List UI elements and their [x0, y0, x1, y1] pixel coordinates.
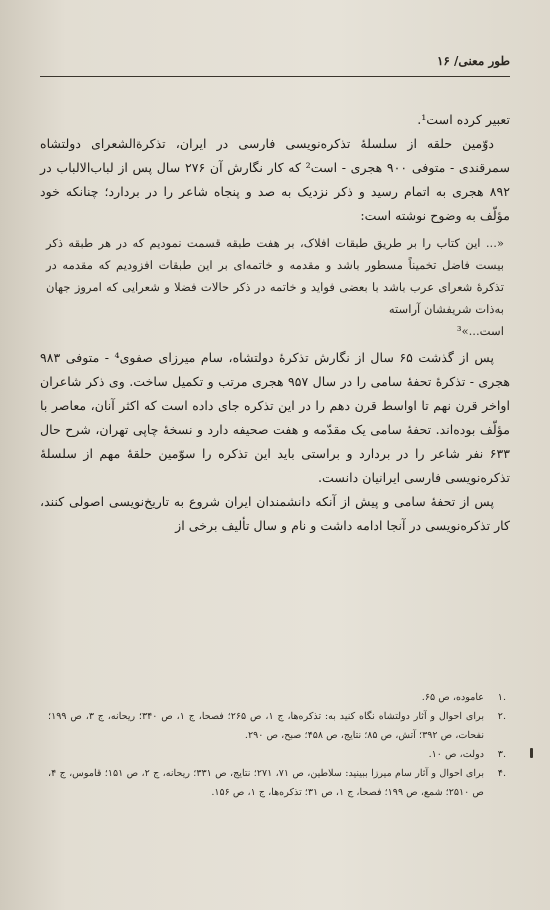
footnote-text: دولت، ص ۱۰.	[428, 749, 484, 760]
paragraph-2: دوّمین حلقه از سلسلهٔ تذکره‌نویسی فارسی در ایران، تذکرة‌الشعرای دولتشاه سمرقندی - متوفی ۹۰۰ هجری - است² که کار نگارش آن ۲۷۶ سال پس از لباب‌الالباب در ۸۹۲ هجری به اتمام رسید و ذکر نزدیک به صد و پنجاه شاعر را در بردارد؛ چنانکه خود مؤلّف به وضوح نوشته است:	[40, 136, 510, 223]
paragraph-4: پس از تحفهٔ سامی و پیش از آنکه دانشمندان ایران شروع به تاریخ‌نویسی اصولی کنند، کار تذکره‌نویسی در آنجا ادامه داشت و نام و سال تألیف برخی از	[40, 494, 510, 533]
footnote-text: برای احوال و آثار سام میرزا ببینید: سلاطین، ص ۷۱، ۲۷۱؛ نتایج، ص ۳۳۱؛ ریحانه، ج ۲، ص ۱۵۱؛ قاموس، ج ۴، ص ۲۵۱۰؛ شمع، ص ۱۹۹؛ فصحا، ج ۱، ص ۳۱؛ تذکره‌ها، ج ۱، ص ۱۵۶.	[48, 768, 485, 798]
quote-end: است...»³	[456, 324, 504, 338]
footnote-number: .۱	[497, 692, 506, 703]
footnote-number: .۳	[497, 749, 506, 760]
footnote-number: .۴	[497, 768, 506, 779]
footnote	[48, 707, 506, 745]
footnote-number: .۲	[497, 711, 506, 722]
footnote	[48, 745, 506, 764]
paragraph-1: تعبیر کرده است¹.	[417, 112, 510, 127]
paragraph-3: پس از گذشت ۶۵ سال از نگارش تذکرهٔ دولتشاه، سام میرزای صفوی⁴ - متوفی ۹۸۳ هجری - تذکرهٔ تحفهٔ سامی را در سال ۹۵۷ هجری مرتب و تکمیل ساخت. وی ذکر شاعران اواخر قرن نهم تا اواسط قرن دهم را در این تذکره جای داده است که اکثر آنان، معاصر با مؤلّف بوده‌اند. تحفهٔ سامی یک مقدّمه و هفت صحیفه دارد و نسخهٔ چاپی تهران، شرح حال ۶۳۳ نفر شاعر را در بردارد و براستی باید این تذکره را سوّمین حلقهٔ مهم از سلسلهٔ تذکره‌نویسی فارسی ایرانیان دانست.	[40, 350, 511, 485]
running-header: طور معنی/ ۱۶	[436, 54, 510, 68]
footnote-text: عاموده، ص ۶۵.	[421, 692, 484, 703]
page-header	[40, 52, 510, 78]
footnote	[48, 764, 506, 802]
block-quote	[40, 232, 510, 342]
footnote	[48, 688, 506, 707]
main-text	[40, 108, 510, 538]
footnote-text: برای احوال و آثار دولتشاه نگاه کنید به: تذکره‌ها، ج ۱، ص ۲۶۵؛ فصحا، ج ۱، ص ۳۴۰؛ ریحانه، ج ۳، ص ۱۹۹؛ نفحات، ص ۳۹۲؛ آتش، ص ۸۵؛ نتایج، ص ۴۵۸؛ صبح، ص ۲۹۰.	[48, 711, 485, 741]
quote-text: «... این کتاب را بر طریق طبقات افلاک، بر هفت طبقه قسمت نمودیم که در هر طبقه ذکر بیست فاضل تخمیناً مسطور باشد و مقدمه و خاتمه‌ای بر این طبقات افزودیم که مقدمه در تذکرهٔ شعرای عرب باشد با بعضی فواید و خاتمه در ذکر حالات فضلا و شعرایی که امروز جهان به‌ذات شریفشان آراسته	[46, 236, 504, 316]
header-rule	[40, 76, 510, 77]
page-mark	[530, 748, 533, 758]
footnotes	[48, 688, 506, 802]
